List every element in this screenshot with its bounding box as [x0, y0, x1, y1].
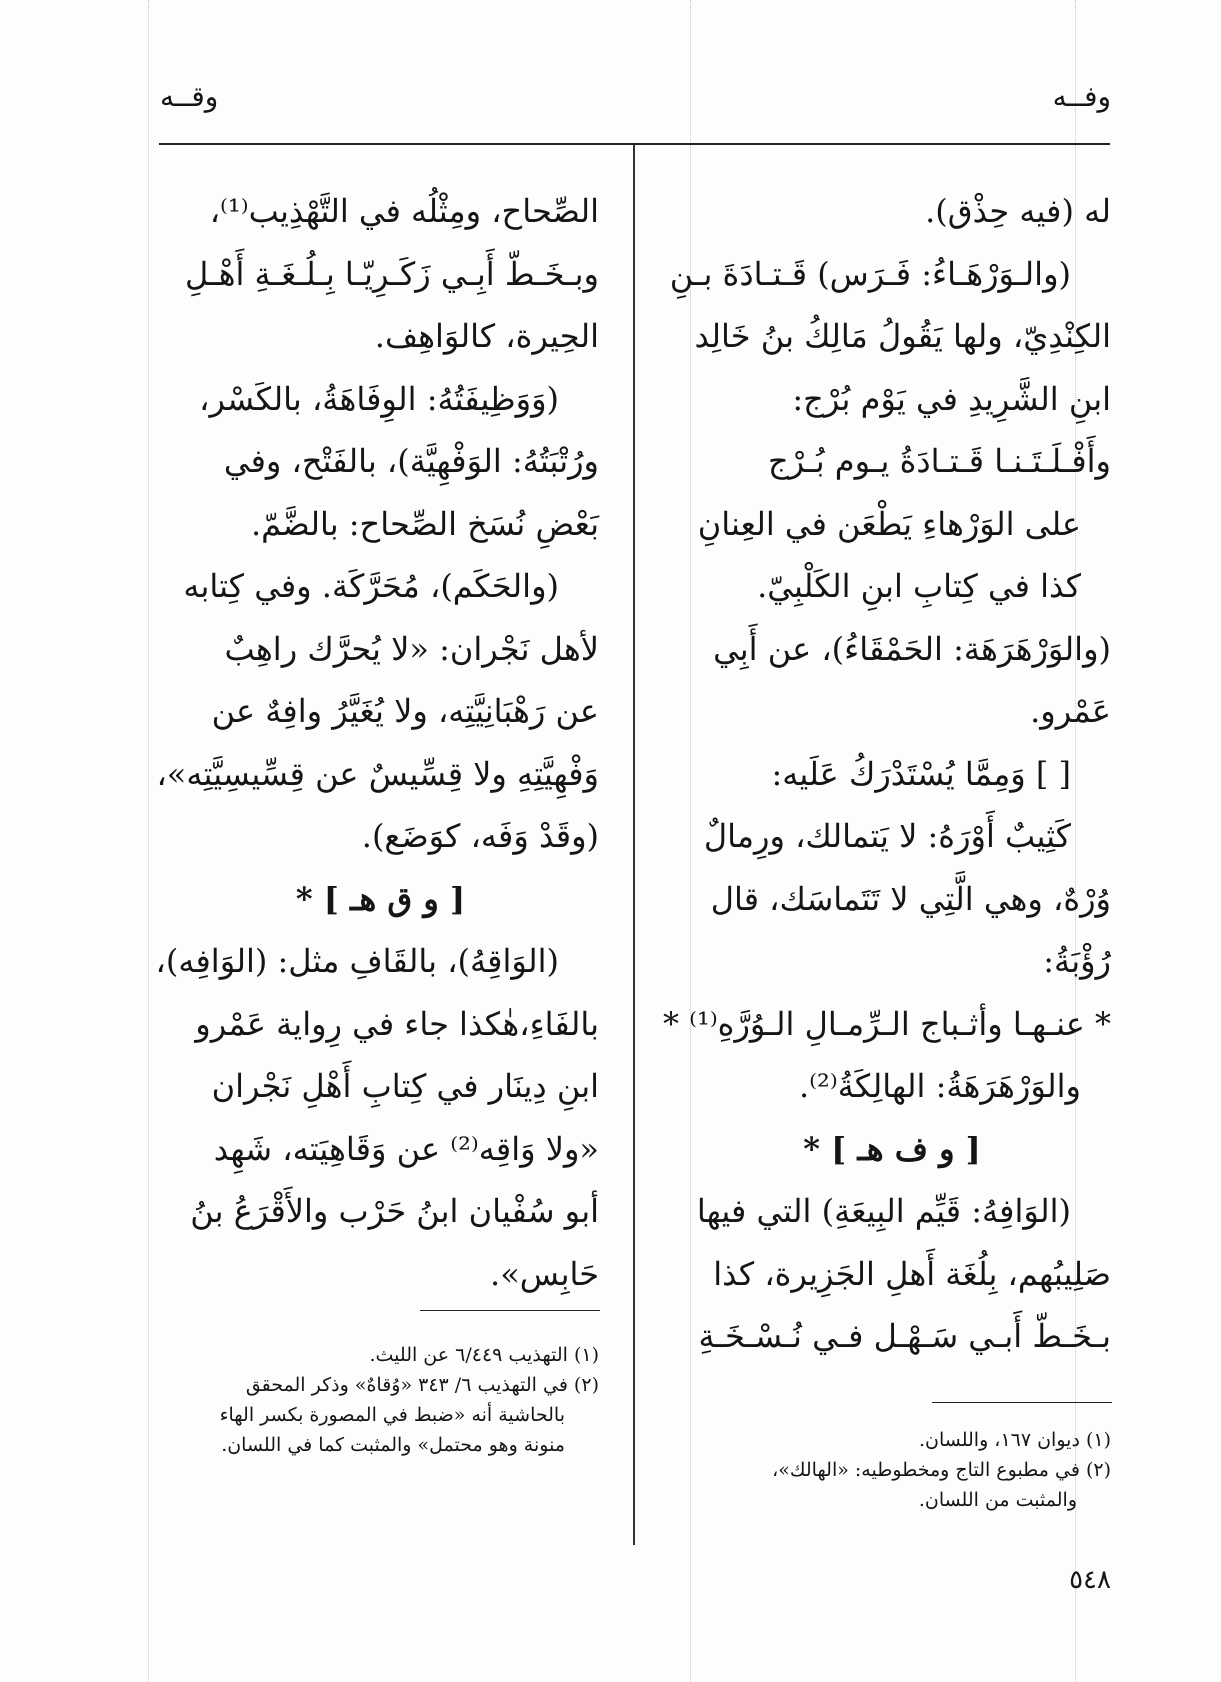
text-line: بالفَاءِ،هٰكذا جاء في رِواية عَمْرو: [195, 1004, 599, 1043]
text-line: عَمْرو.: [1030, 692, 1111, 730]
footnotes-left: [159, 1340, 599, 1460]
header-left-word: وقــه: [160, 80, 219, 113]
text-line: [ ] وَمِمَّا يُسْتَدْرَكُ عَلَيه:: [771, 754, 1071, 793]
text-line: عن رَهْبَانِيَّتِه، ولا يُغَيَّرُ وافِهٌ عن: [211, 692, 599, 730]
entry-heading: [ و ق هـ ] *: [295, 879, 466, 918]
text-line: (والحَكَم)، مُحَرَّكَة. وفي كِتابه: [183, 567, 559, 605]
footnote-rule-right: [932, 1402, 1112, 1403]
text-line: له (فيه حِذْق).: [925, 192, 1111, 230]
text-line: (وَوَظِيفَتُهُ: الوِفَاهَةُ، بالكَسْر،: [199, 379, 559, 418]
text-line: وُرْهٌ، وهي الَّتِي لا تَتَماسَك، قال: [710, 879, 1111, 918]
footnote-rule-left: [420, 1310, 600, 1311]
text-line: الحِيرة، كالوَاهِف.: [374, 317, 599, 355]
footnote-continuation: بالحاشية أنه «ضبط في المصورة بكسر الهاء: [219, 1404, 565, 1426]
right-column: [662, 180, 1111, 1368]
footnotes-right: [671, 1425, 1111, 1515]
verse-line: وأَفْـلَـتَـنـا قَـتـادَةُ يـوم بُـرْج: [768, 442, 1111, 480]
left-column: [155, 180, 599, 1305]
footnote: (٢) في مطبوع التاج ومخطوطيه: «الهالك»،: [772, 1459, 1111, 1481]
scan-guide-line: [148, 0, 149, 1682]
footnote: (٢) في التهذيب ٦/ ٣٤٣ «وُقاهٌ» وذكر المحقق: [245, 1374, 599, 1396]
text-line: ورُتْبَتُهُ: الوَفْهِيَّة)، بالفَتْح، وفي: [223, 442, 599, 480]
verse-line: على الوَرْهاءِ يَطْعَن في العِنانِ: [697, 504, 1081, 543]
footnote-continuation: والمثبت من اللسان.: [918, 1489, 1077, 1511]
page-number: ٥٤٨: [1069, 1565, 1111, 1595]
column-divider: [633, 145, 635, 1545]
text-line: وبـخَـطّ أَبِـي زَكَـرِيّـا بِـلُـغَـةِ أَهْـلِ: [184, 254, 599, 293]
text-line: «ولا وَاقِه⁽²⁾ عن وَقَاهِيَته، شَهِد: [213, 1129, 599, 1168]
text-line: (والوَرْهَرَهَة: الحَمْقَاءُ)، عن أَبِي: [713, 629, 1111, 668]
text-line: وَفْهِيَّتِهِ ولا قِسِّيسٌ عن قِسِّيسِيَّتِه»،: [156, 754, 599, 793]
text-line: رُؤْبَةُ:: [1043, 942, 1111, 980]
text-line: بَعْضِ نُسَخ الصِّحاح: بالضَّمّ.: [250, 504, 599, 543]
text-line: الكِنْدِيّ، ولها يَقُولُ مَالِكُ بنُ خَالِد: [694, 317, 1111, 355]
footnote: (١) التهذيب ٦/٤٤٩ عن الليث.: [369, 1344, 599, 1366]
text-line: ابنِ الشَّرِيدِ في يَوْم بُرْج:: [792, 379, 1111, 418]
text-line: ابنِ دِينَار في كِتابِ أَهْلِ نَجْران: [211, 1067, 599, 1105]
text-line: لأهل نَجْران: «لا يُحرَّك راهِبٌ: [224, 629, 599, 668]
text-line: كَثِيبٌ أَوْرَهُ: لا يَتمالك، ورِمالٌ: [703, 817, 1071, 855]
text-line: كذا في كِتابِ ابنِ الكَلْبِيّ.: [757, 567, 1081, 605]
text-line: الصِّحاح، ومِثْلُه في التَّهْذِيب⁽¹⁾،: [209, 192, 599, 230]
footnote: (١) ديوان ١٦٧، واللسان.: [919, 1429, 1111, 1451]
text-line: (الوَاقِهُ)، بالقَافِ مثل: (الوَافِه)،: [155, 942, 559, 980]
text-line: حَابِس».: [490, 1254, 599, 1293]
text-line: صَلِيبُهم، بِلُغَة أَهلِ الجَزِيرة، كذا: [713, 1254, 1111, 1293]
header-right-word: وفــه: [1052, 80, 1111, 113]
text-line: أبو سُفْيان ابنُ حَرْب والأَقْرَعُ بنُ: [190, 1192, 599, 1230]
text-line: (والـوَرْهَـاءُ: فَـرَس) قَـتـادَةَ بـنِ: [669, 254, 1071, 293]
entry-heading: [ و ف هـ ] *: [803, 1129, 981, 1168]
footnote-continuation: منونة وهو محتمل» والمثبت كما في اللسان.: [221, 1434, 565, 1456]
verse-line: * عنـهـا وأثـباج الـرِّمـالِ الـوُرَّهِ⁽¹⁾ *: [662, 1004, 1111, 1043]
text-line: بـخَـطّ أَبـي سَـهْـل فـي نُـسْـخَـةِ: [698, 1317, 1111, 1355]
text-line: (وقَدْ وَفَه، كوَضَع).: [361, 817, 599, 855]
text-line: والوَرْهَرَهَةُ: الهالِكَةُ⁽²⁾.: [798, 1067, 1081, 1105]
text-line: (الوَافِهُ: قَيِّم البِيعَةِ) التي فيها: [696, 1192, 1071, 1230]
